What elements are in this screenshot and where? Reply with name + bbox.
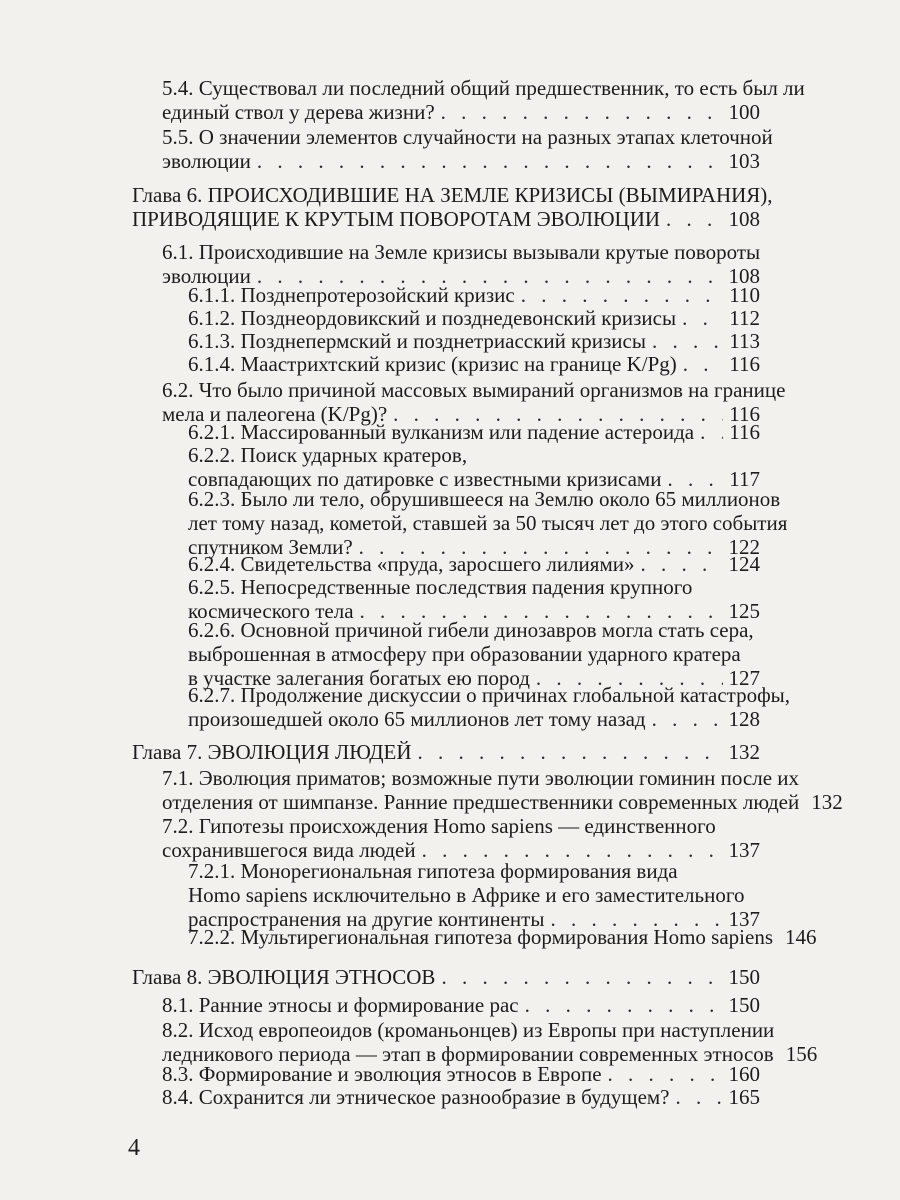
toc-entry-title-line: 6.2.7. Продолжение дискуссии о причинах глобальной катастрофы, bbox=[188, 683, 791, 707]
toc-entry-title-line: распространения на другие континенты bbox=[188, 907, 545, 931]
toc-page-number: 122 bbox=[728, 535, 760, 559]
toc-entry-8-1[interactable] bbox=[162, 993, 760, 1017]
dot-leader bbox=[525, 993, 723, 1017]
toc-entry-6-2-2[interactable] bbox=[188, 443, 760, 491]
toc-page-number: 137 bbox=[728, 838, 760, 862]
toc-entry-title-line: 6.2.6. Основной причиной гибели динозавров могла стать сера, bbox=[188, 618, 754, 642]
toc-entry-title-line: Глава 6. ПРОИСХОДИВШИЕ НА ЗЕМЛЕ КРИЗИСЫ (ВЫМИРАНИЯ), bbox=[132, 183, 773, 207]
toc-entry-title-line: лет тому назад, кометой, ставшей за 50 тысяч лет до этого события bbox=[188, 511, 788, 535]
dot-leader bbox=[683, 352, 724, 376]
page-number: 4 bbox=[128, 1135, 140, 1161]
toc-entry-title-line: 7.2. Гипотезы происхождения Homo sapiens — единственного bbox=[162, 814, 716, 838]
toc-page-number: 116 bbox=[729, 402, 760, 426]
toc-page-number: 156 bbox=[785, 1042, 818, 1066]
toc-entry-7-2[interactable] bbox=[162, 814, 760, 862]
toc-page-number: 128 bbox=[728, 707, 760, 731]
toc-page-number: 146 bbox=[785, 925, 817, 949]
toc-entry-title-line: 6.2.4. Свидетельства «пруда, заросшего лилиями» bbox=[188, 552, 635, 576]
toc-entry-7-2-2[interactable] bbox=[188, 925, 817, 949]
toc-entry-ch7[interactable] bbox=[132, 740, 760, 764]
toc-entry-title-line: 6.1. Происходившие на Земле кризисы вызывали крутые повороты bbox=[162, 240, 761, 264]
toc-entry-6-2-4[interactable] bbox=[188, 552, 760, 576]
toc-page-number: 110 bbox=[729, 283, 760, 307]
toc-entry-title-line: 6.2.5. Непосредственные последствия падения крупного bbox=[188, 575, 693, 599]
toc-entry-8-2[interactable] bbox=[162, 1018, 818, 1066]
toc-entry-title-line: 6.2.2. Поиск ударных кратеров, bbox=[188, 443, 468, 467]
dot-leader bbox=[641, 552, 723, 576]
toc-entry-6-2-5[interactable] bbox=[188, 575, 760, 623]
toc-entry-title-line: сохранившегося вида людей bbox=[162, 838, 416, 862]
toc-entry-5-4[interactable] bbox=[162, 76, 805, 124]
toc-page-number: 165 bbox=[728, 1085, 760, 1109]
toc-page-number: 108 bbox=[728, 264, 760, 288]
toc-entry-title-line: Глава 7. ЭВОЛЮЦИЯ ЛЮДЕЙ bbox=[132, 740, 412, 764]
dot-leader bbox=[652, 329, 723, 353]
toc-page-number: 132 bbox=[811, 790, 843, 814]
dot-leader bbox=[441, 965, 722, 989]
toc-page-number: 150 bbox=[728, 993, 760, 1017]
toc-page-number: 124 bbox=[728, 552, 760, 576]
toc-entry-8-4[interactable] bbox=[162, 1085, 760, 1109]
toc-entry-title-line: мела и палеогена (K/Pg)? bbox=[162, 402, 388, 426]
toc-entry-6-2-7[interactable] bbox=[188, 683, 791, 731]
toc-page-number: 160 bbox=[728, 1062, 760, 1086]
toc-page-number: 116 bbox=[729, 420, 760, 444]
toc-entry-title-line: 8.1. Ранние этносы и формирование рас bbox=[162, 993, 519, 1017]
dot-leader bbox=[700, 420, 723, 444]
toc-page-number: 103 bbox=[728, 149, 760, 173]
toc-page-number: 112 bbox=[729, 306, 760, 330]
toc-page-number: 127 bbox=[728, 666, 760, 690]
dot-leader bbox=[418, 740, 723, 764]
toc-page-number: 108 bbox=[728, 207, 760, 231]
toc-entry-title-line: 6.2.1. Массированный вулканизм или падение астероида bbox=[188, 420, 695, 444]
toc-entry-6-1-1[interactable] bbox=[188, 283, 760, 307]
toc-page-number: 117 bbox=[729, 467, 760, 491]
toc-entry-title-line: эволюции bbox=[162, 149, 251, 173]
toc-entry-6-1-4[interactable] bbox=[188, 352, 760, 376]
toc-entry-title-line: ПРИВОДЯЩИЕ К КРУТЫМ ПОВОРОТАМ ЭВОЛЮЦИИ bbox=[132, 207, 661, 231]
dot-leader bbox=[257, 149, 723, 173]
toc-entry-title-line: 7.2.2. Мультирегиональная гипотеза формирования Homo sapiens bbox=[188, 925, 774, 949]
toc-entry-title-line: единый ствол у дерева жизни? bbox=[162, 100, 435, 124]
toc-page-number: 137 bbox=[728, 907, 760, 931]
toc-page-number: 132 bbox=[728, 740, 760, 764]
dot-leader bbox=[676, 1085, 723, 1109]
toc-entry-title-line: 8.2. Исход европеоидов (кроманьонцев) из Европы при наступлении bbox=[162, 1018, 775, 1042]
toc-entry-6-2-1[interactable] bbox=[188, 420, 760, 444]
toc-entry-6-2-3[interactable] bbox=[188, 487, 788, 559]
toc-entry-title-line: 7.1. Эволюция приматов; возможные пути эволюции гоминин после их bbox=[162, 766, 800, 790]
dot-leader bbox=[441, 100, 723, 124]
toc-entry-title-line: 6.1.1. Позднепротерозойский кризис bbox=[188, 283, 515, 307]
toc-entry-title-line: Homo sapiens исключительно в Африке и его заместительного bbox=[188, 883, 745, 907]
toc-page-number: 125 bbox=[728, 599, 760, 623]
toc-entry-6-1-3[interactable] bbox=[188, 329, 760, 353]
toc-entry-title-line: 6.1.3. Позднепермский и позднетриасский кризисы bbox=[188, 329, 646, 353]
dot-leader bbox=[521, 283, 724, 307]
toc-entry-title-line: эволюции bbox=[162, 264, 251, 288]
toc-entry-ch6[interactable] bbox=[132, 183, 773, 231]
toc-entry-title-line: спутником Земли? bbox=[188, 535, 353, 559]
dot-leader bbox=[608, 1062, 723, 1086]
dot-leader bbox=[652, 707, 723, 731]
toc-page-number: 116 bbox=[729, 352, 760, 376]
toc-entry-title-line: космического тела bbox=[188, 599, 354, 623]
toc-entry-7-2-1[interactable] bbox=[188, 859, 760, 931]
toc-entry-title-line: 6.1.4. Маастрихтский кризис (кризис на границе K/Pg) bbox=[188, 352, 677, 376]
toc-entry-6-1-2[interactable] bbox=[188, 306, 760, 330]
toc-page-number: 150 bbox=[728, 965, 760, 989]
toc-entry-title-line: Глава 8. ЭВОЛЮЦИЯ ЭТНОСОВ bbox=[132, 965, 436, 989]
toc-entry-7-1[interactable] bbox=[162, 766, 843, 814]
dot-leader bbox=[666, 207, 722, 231]
toc-entry-8-3[interactable] bbox=[162, 1062, 760, 1086]
toc-entry-title-line: выброшенная в атмосферу при образовании ударного кратера bbox=[188, 642, 741, 666]
toc-entry-6-2[interactable] bbox=[162, 378, 786, 426]
toc-entry-title-line: произошедшей около 65 миллионов лет тому назад bbox=[188, 707, 646, 731]
toc-entry-title-line: совпадающих по датировке с известными кризисами bbox=[188, 467, 662, 491]
toc-entry-title-line: 5.5. О значении элементов случайности на разных этапах клеточной bbox=[162, 125, 773, 149]
toc-entry-5-5[interactable] bbox=[162, 125, 773, 173]
toc-entry-title-line: в участке залегания богатых ею пород bbox=[188, 666, 530, 690]
toc-entry-6-2-6[interactable] bbox=[188, 618, 760, 690]
toc-entry-6-1[interactable] bbox=[162, 240, 760, 288]
toc-entry-title-line: ледникового периода — этап в формировании современных этносов bbox=[162, 1042, 774, 1066]
toc-entry-title-line: 6.2.3. Было ли тело, обрушившееся на Землю около 65 миллионов bbox=[188, 487, 781, 511]
dot-leader bbox=[682, 306, 723, 330]
toc-entry-title-line: 8.4. Сохранится ли этническое разнообразие в будущем? bbox=[162, 1085, 670, 1109]
toc-entry-title-line: 5.4. Существовал ли последний общий предшественник, то есть был ли bbox=[162, 76, 805, 100]
toc-entry-title-line: 8.3. Формирование и эволюция этносов в Европе bbox=[162, 1062, 602, 1086]
toc-page-number: 113 bbox=[729, 329, 760, 353]
toc-entry-title-line: 7.2.1. Монорегиональная гипотеза формирования вида bbox=[188, 859, 678, 883]
toc-page-number: 100 bbox=[728, 100, 760, 124]
toc-entry-title-line: отделения от шимпанзе. Ранние предшественники современных людей bbox=[162, 790, 800, 814]
toc-entry-title-line: 6.2. Что было причиной массовых вымираний организмов на границе bbox=[162, 378, 786, 402]
toc-entry-title-line: 6.1.2. Позднеордовикский и позднедевонский кризисы bbox=[188, 306, 677, 330]
toc-entry-ch8[interactable] bbox=[132, 965, 760, 989]
